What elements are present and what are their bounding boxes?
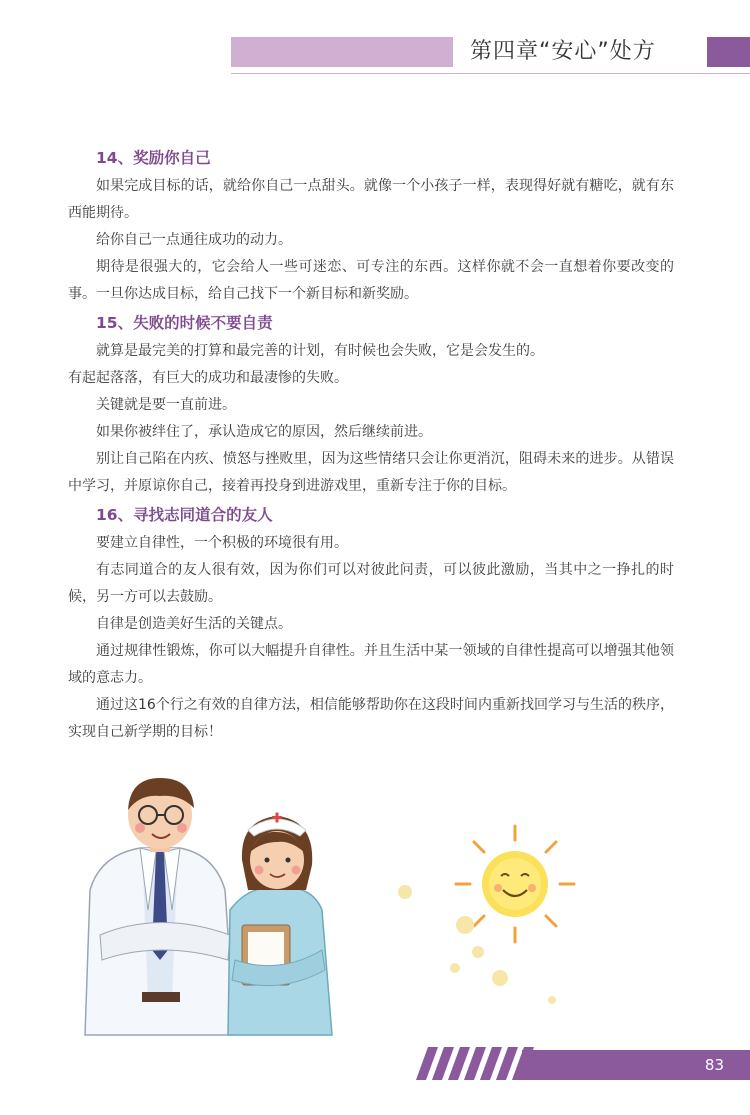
- sun-illustration: [398, 826, 574, 1004]
- paragraph: 别让自己陷在内疚、愤怒与挫败里，因为这些情绪只会让你更消沉，阻碍未来的进步。从错误中学习，并原谅你自己，接着再投身到进游戏里，重新专注于你的目标。: [68, 451, 674, 494]
- section-heading: 15、失败的时候不要自责: [96, 314, 273, 332]
- paragraph: 通过规律性锻炼，你可以大幅提升自律性。并且生活中某一领域的自律性提高可以增强其他领域的意志力。: [68, 643, 674, 686]
- paragraph: 通过这16个行之有效的自律方法，相信能够帮助你在这段时间内重新找回学习与生活的秩序，实现自己新学期的目标！: [68, 697, 674, 740]
- header-accent-block: [707, 37, 750, 67]
- section-heading: 14、奖励你自己: [96, 149, 211, 167]
- paragraph: 如果你被绊住了，承认造成它的原因，然后继续前进。: [96, 424, 432, 440]
- paragraph: 有志同道合的友人很有效，因为你们可以对彼此问责，可以彼此激励，当其中之一挣扎的时候，另一方可以去鼓励。: [68, 562, 674, 605]
- section-15: [68, 308, 674, 500]
- illustration: [60, 760, 620, 1050]
- section-heading: 16、寻找志同道合的友人: [96, 506, 273, 524]
- paragraph: 自律是创造美好生活的关键点。: [96, 616, 292, 632]
- paragraph: 给你自己一点通往成功的动力。: [96, 232, 292, 248]
- footer-stripes: [416, 1047, 536, 1080]
- paragraph: 要建立自律性，一个积极的环境很有用。: [96, 535, 348, 551]
- nurse-illustration: [228, 813, 332, 1036]
- doctor-illustration: [85, 778, 235, 1035]
- page-number: 83: [704, 1056, 724, 1074]
- paragraph: 期待是很强大的，它会给人一些可迷恋、可专注的东西。这样你就不会一直想着你要改变的事。一旦你达成目标，给自己找下一个新目标和新奖励。: [68, 259, 674, 302]
- header-bar: [231, 37, 453, 67]
- page-content: [68, 143, 674, 746]
- section-16: [68, 500, 674, 746]
- chapter-title: 第四章“安心”处方: [470, 39, 656, 64]
- paragraph: 如果完成目标的话，就给你自己一点甜头。就像一个小孩子一样，表现得好就有糖吃，就有东西能期待。: [68, 178, 674, 221]
- paragraph: 就算是最完美的打算和最完善的计划，有时候也会失败，它是会发生的。: [96, 343, 544, 359]
- section-14: [68, 143, 674, 308]
- header-divider: [231, 73, 750, 74]
- paragraph: 关键就是要一直前进。: [96, 397, 236, 413]
- paragraph: 有起起落落，有巨大的成功和最凄惨的失败。: [68, 370, 348, 386]
